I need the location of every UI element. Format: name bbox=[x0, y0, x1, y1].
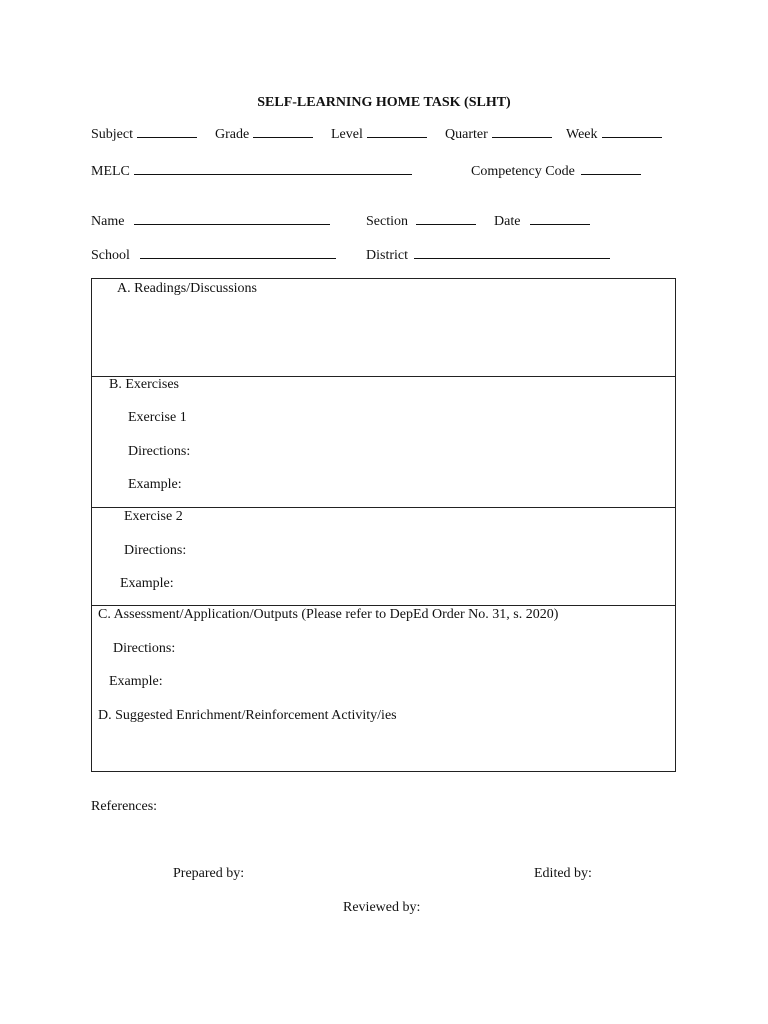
section-blank[interactable] bbox=[416, 212, 476, 225]
melc-field bbox=[91, 162, 412, 180]
date-blank[interactable] bbox=[530, 212, 590, 225]
week-label: Week bbox=[566, 127, 598, 142]
section-a-heading: A. Readings/Discussions bbox=[117, 281, 257, 296]
week-field bbox=[566, 125, 662, 143]
quarter-label: Quarter bbox=[445, 127, 488, 142]
exercise2-directions: Directions: bbox=[124, 543, 187, 558]
level-field bbox=[331, 125, 427, 143]
document-title: SELF-LEARNING HOME TASK (SLHT) bbox=[257, 95, 511, 110]
subject-label: Subject bbox=[91, 127, 133, 142]
section-c-heading: C. Assessment/Application/Outputs (Please refer to DepEd Order No. 31, s. 2020) bbox=[98, 607, 559, 622]
section-field bbox=[366, 212, 476, 230]
competency-code-field bbox=[471, 162, 641, 180]
district-field bbox=[366, 246, 610, 264]
date-label: Date bbox=[494, 214, 521, 229]
date-field bbox=[494, 212, 590, 230]
section-d-heading: D. Suggested Enrichment/Reinforcement Activity/ies bbox=[98, 708, 397, 723]
week-blank[interactable] bbox=[602, 125, 662, 138]
melc-blank[interactable] bbox=[134, 162, 412, 175]
exercise1-directions: Directions: bbox=[128, 444, 191, 459]
section-cd-box bbox=[91, 605, 676, 772]
grade-blank[interactable] bbox=[253, 125, 313, 138]
level-blank[interactable] bbox=[367, 125, 427, 138]
references-label: References: bbox=[91, 799, 158, 814]
district-label: District bbox=[366, 248, 408, 263]
school-label: School bbox=[91, 248, 130, 263]
quarter-blank[interactable] bbox=[492, 125, 552, 138]
exercise1-example: Example: bbox=[128, 477, 182, 492]
grade-label: Grade bbox=[215, 127, 250, 142]
grade-field bbox=[215, 125, 313, 143]
school-field bbox=[91, 246, 336, 264]
section-c-example: Example: bbox=[109, 674, 163, 689]
section-c-directions: Directions: bbox=[113, 641, 176, 656]
edited-by-label: Edited by: bbox=[534, 866, 592, 881]
district-blank[interactable] bbox=[414, 246, 610, 259]
name-label: Name bbox=[91, 214, 125, 229]
prepared-by-label: Prepared by: bbox=[173, 866, 245, 881]
section-b-exercise2-box bbox=[91, 507, 676, 606]
name-blank[interactable] bbox=[134, 212, 330, 225]
subject-field bbox=[91, 125, 197, 143]
reviewed-by-label: Reviewed by: bbox=[343, 900, 421, 915]
level-label: Level bbox=[331, 127, 363, 142]
exercise2-title: Exercise 2 bbox=[124, 509, 183, 524]
section-a-box bbox=[91, 278, 676, 377]
competency-code-blank[interactable] bbox=[581, 162, 641, 175]
name-field bbox=[91, 212, 330, 230]
section-b-heading: B. Exercises bbox=[109, 377, 179, 392]
quarter-field bbox=[445, 125, 552, 143]
school-blank[interactable] bbox=[140, 246, 336, 259]
section-label: Section bbox=[366, 214, 408, 229]
subject-blank[interactable] bbox=[137, 125, 197, 138]
exercise1-title: Exercise 1 bbox=[128, 410, 187, 425]
melc-label: MELC bbox=[91, 164, 130, 179]
exercise2-example: Example: bbox=[120, 576, 174, 591]
competency-code-label: Competency Code bbox=[471, 164, 575, 179]
section-b-exercise1-box bbox=[91, 376, 676, 508]
